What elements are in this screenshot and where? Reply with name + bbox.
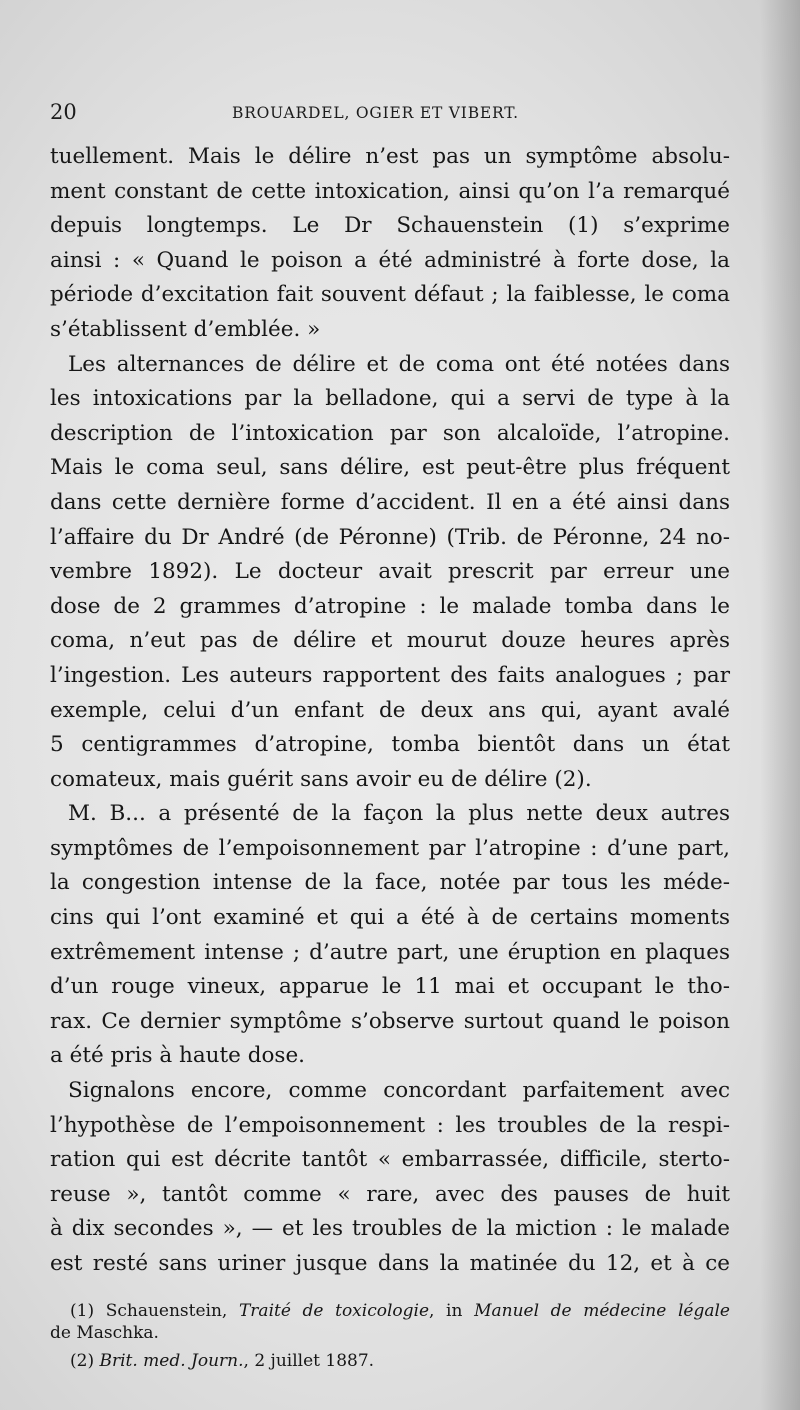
text-line: tuellement. Mais le délire n’est pas un symptôme absolu- <box>50 144 730 169</box>
text-line: période d’excitation fait souvent défaut ; la faiblesse, le coma <box>50 282 730 308</box>
text-line: Les alternances de délire et de coma ont été notées dans <box>68 351 730 377</box>
text-line: l’hypothèse de l’empoisonnement : les troubles de la respi- <box>50 1112 730 1138</box>
text-line: est resté sans uriner jusque dans la matinée du 12, et à ce <box>50 1251 730 1276</box>
text-line: vembre 1892). Le docteur avait prescrit par erreur une <box>50 559 730 585</box>
footnote-1-work: Manuel de médecine légale <box>474 1301 730 1321</box>
footnote-1-prefix: (1) Schauenstein, <box>70 1301 239 1321</box>
page-number: 20 <box>50 100 77 124</box>
body-text <box>50 140 730 1282</box>
footnote-1 <box>50 1300 730 1322</box>
footnote-1-mid: , in <box>429 1301 475 1321</box>
text-line: exemple, celui d’un enfant de deux ans qui, ayant avalé <box>50 697 730 723</box>
text-line: coma, n’eut pas de délire et mourut douze heures après <box>50 628 730 654</box>
text-line: d’un rouge vineux, apparue le 11 mai et occupant le tho- <box>50 974 730 1000</box>
footnote-1-continuation: de Maschka. <box>50 1323 159 1343</box>
text-line: rax. Ce dernier symptôme s’observe surtout quand le poison <box>50 1008 730 1034</box>
footnote-2 <box>50 1350 730 1372</box>
text-line: description de l’intoxication par son alcaloïde, l’atropine. <box>50 420 730 446</box>
footnote-2-date: , 2 juillet 1887. <box>243 1351 375 1371</box>
text-line: ration qui est décrite tantôt « embarrassée, difficile, sterto- <box>50 1147 730 1173</box>
footnote-2-journal: Brit. med. Journ. <box>99 1351 244 1371</box>
text-line: Mais le coma seul, sans délire, est peut-être plus fréquent <box>50 455 730 481</box>
text-line: ainsi : « Quand le poison a été administré à forte dose, la <box>50 247 730 273</box>
text-line: cins qui l’ont examiné et qui a été à de certains moments <box>50 905 730 931</box>
text-line: Signalons encore, comme concordant parfaitement avec <box>68 1078 730 1104</box>
text-line: reuse », tantôt comme « rare, avec des pauses de huit <box>50 1181 730 1207</box>
text-line: les intoxications par la belladone, qui a servi de type à la <box>50 386 730 412</box>
page-edge-shadow <box>760 0 800 1410</box>
text-line: s’établissent d’emblée. » <box>50 316 321 342</box>
page-header <box>50 100 750 130</box>
running-head: BROUARDEL, OGIER ET VIBERT. <box>232 104 519 122</box>
footnote-2-prefix: (2) <box>70 1351 100 1371</box>
text-line: 5 centigrammes d’atropine, tomba bientôt dans un état <box>50 732 730 758</box>
text-line: symptômes de l’empoisonnement par l’atropine : d’une part, <box>50 835 730 861</box>
footnote-1-title: Traité de toxicologie <box>238 1301 430 1321</box>
text-line: dose de 2 grammes d’atropine : le malade tomba dans le <box>50 593 730 619</box>
text-line: la congestion intense de la face, notée par tous les méde- <box>50 870 730 896</box>
text-line: ment constant de cette intoxication, ainsi qu’on l’a remarqué <box>50 178 730 204</box>
text-line: dans cette dernière forme d’accident. Il en a été ainsi dans <box>50 489 730 515</box>
text-line: à dix secondes », — et les troubles de la miction : le malade <box>50 1216 730 1242</box>
footnotes <box>50 1300 730 1372</box>
text-line: l’affaire du Dr André (de Péronne) (Trib. de Péronne, 24 no- <box>50 524 730 550</box>
text-line: depuis longtemps. Le Dr Schauenstein (1) s’exprime <box>50 213 730 239</box>
text-line: extrêmement intense ; d’autre part, une éruption en plaques <box>50 939 730 965</box>
text-line: l’ingestion. Les auteurs rapportent des faits analogues ; par <box>50 662 730 688</box>
text-line: M. B... a présenté de la façon la plus nette deux autres <box>68 801 730 827</box>
text-line: comateux, mais guérit sans avoir eu de délire (2). <box>50 766 592 792</box>
text-line: a été pris à haute dose. <box>50 1043 306 1069</box>
